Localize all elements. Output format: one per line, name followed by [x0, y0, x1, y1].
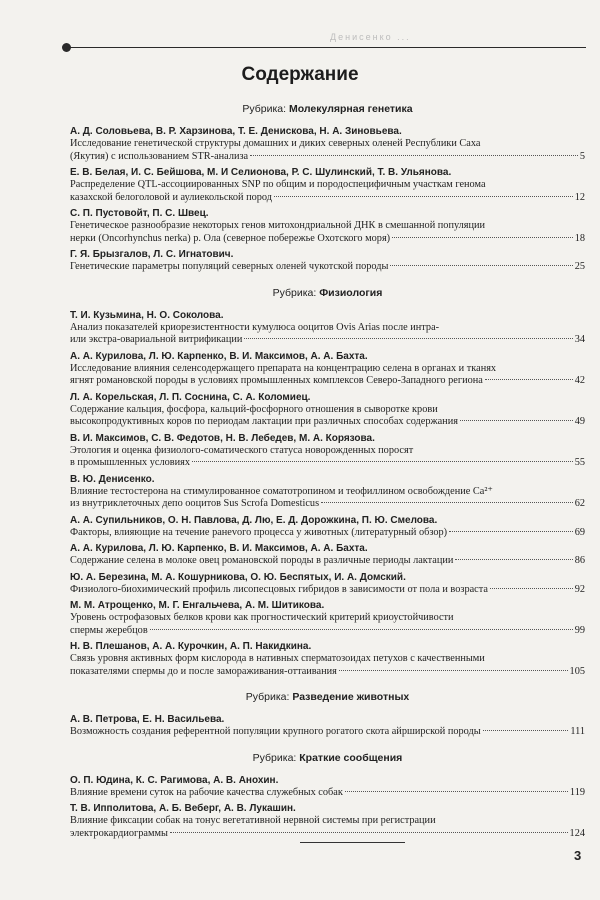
entry-title-text: казахской белоголовой и аулиекольской пород	[70, 191, 272, 203]
rubric-prefix: Рубрика:	[272, 286, 320, 299]
entry-page: 119	[569, 786, 585, 798]
toc-entry[interactable]	[70, 166, 585, 204]
entry-page: 99	[574, 624, 585, 636]
entry-title-text: спермы жеребцов	[70, 624, 148, 636]
entry-title-line	[70, 498, 585, 511]
toc-entry[interactable]	[70, 473, 585, 511]
entry-authors: А. В. Петрова, Е. Н. Васильева.	[70, 714, 225, 725]
dot-leader	[392, 237, 573, 238]
dot-leader	[250, 155, 578, 156]
entry-title-text: (Якутия) с использованием STR-анализа	[70, 150, 249, 162]
entry-title-text: Возможность создания референтной популяции крупного рогатого скота айрширской породы	[70, 726, 481, 737]
toc-entry[interactable]	[70, 207, 585, 245]
entry-page: 86	[574, 555, 585, 566]
dot-leader	[339, 670, 568, 671]
toc-entry[interactable]	[70, 432, 585, 470]
dot-leader	[274, 196, 573, 197]
entry-title-line	[70, 527, 585, 540]
rubric-heading	[70, 752, 585, 764]
entry-authors: А. А. Супильников, О. Н. Павлова, Д. Лю, Е. Д. Дорожкина, П. Ю. Смелова.	[70, 514, 438, 526]
entry-title-text: высокопродуктивных коров по периодам лактации при различных способах содержания	[70, 416, 458, 427]
entry-title-line: Анализ показателей криорезистентности кумулюса ооцитов Ovis Arias после интра-	[70, 321, 440, 333]
entry-title-line: Связь уровня активных форм кислорода в нативных сперматозоидах петухов с качественными	[70, 653, 485, 664]
toc-entry[interactable]	[70, 774, 585, 800]
entry-page: 5	[579, 150, 585, 162]
dot-leader	[490, 588, 573, 589]
entry-page: 111	[570, 726, 585, 737]
entry-title-line	[70, 334, 585, 347]
rubric-prefix: Рубрика:	[245, 691, 293, 703]
entry-authors: А. А. Курилова, Л. Ю. Карпенко, В. И. Максимов, А. А. Бахта.	[70, 350, 368, 362]
rubric-prefix: Рубрика:	[242, 103, 289, 115]
entry-title-line	[70, 375, 585, 388]
entry-title-text: в промышленных условиях	[70, 457, 191, 468]
toc-entry[interactable]	[70, 802, 585, 840]
rubric-name: Краткие сообщения	[299, 751, 403, 764]
entry-title-line	[70, 828, 585, 841]
entry-page: 12	[574, 191, 585, 203]
entry-title-text: Физиолого-биохимический профиль лисопесцовых гибридов в зависимости от пола и возраста	[70, 583, 488, 595]
page-title: Содержание	[241, 64, 359, 85]
toc-entry[interactable]	[70, 571, 585, 597]
footer-rule	[300, 842, 405, 843]
dot-leader	[150, 629, 573, 630]
entry-title-line	[70, 457, 585, 470]
dot-leader	[483, 730, 569, 731]
entry-authors: А. А. Курилова, Л. Ю. Карпенко, В. И. Максимов, А. А. Бахта.	[70, 543, 368, 554]
entry-title-line: Уровень острофазовых белков крови как прогностический критерий криоустойчивости	[70, 612, 454, 623]
entry-title-line: Распределение QTL-ассоциированных SNP по общим и породоспецифичным участкам генома	[70, 179, 486, 190]
toc-entry[interactable]	[70, 248, 585, 274]
entry-title-text: Факторы, влияющие на течение ранevого процесса у животных (литературный обзор)	[70, 526, 448, 538]
entry-title-text: или экстра-овариальной витрификации	[70, 334, 243, 345]
toc-entry[interactable]	[70, 640, 585, 678]
dot-leader	[485, 379, 573, 380]
entry-authors: Т. В. Ипполитова, А. Б. Веберг, А. В. Лукашин.	[70, 803, 296, 814]
entry-authors: Е. В. Белая, И. С. Бейшова, М. И Селионова, Р. С. Шулинский, Т. В. Ульянова.	[70, 167, 452, 178]
entry-title-text: Влияние времени суток на рабочие качества служебных собак	[70, 786, 343, 798]
entry-authors: А. Д. Соловьева, В. Р. Харзинова, Т. Е. Денискова, Н. А. Зиновьева.	[70, 126, 402, 137]
toc-entry[interactable]	[70, 713, 585, 739]
entry-title-text: показателями спермы до и после замораживания-оттаивания	[70, 665, 337, 677]
dot-leader	[170, 832, 568, 833]
entry-title-line: Генетическое разнообразие некоторых генов митохондриальной ДНК в смешанной популяции	[70, 220, 486, 231]
rubric-name: Физиология	[319, 286, 383, 299]
entry-authors: В. И. Максимов, С. В. Федотов, Н. В. Лебедев, М. А. Корязова.	[70, 432, 375, 444]
header-ghost-text: Денисенко ...	[330, 32, 411, 42]
toc-entry[interactable]	[70, 350, 585, 388]
entry-page: 25	[574, 261, 585, 272]
entry-title-line: Влияние тестостерона на стимулированное соматотропином и теофиллином освобождение Ca²⁺	[70, 485, 493, 497]
entry-title-line	[70, 192, 585, 205]
dot-leader	[449, 531, 573, 532]
rubric-heading	[70, 287, 585, 299]
toc-entry[interactable]	[70, 599, 585, 637]
toc-entry[interactable]	[70, 542, 585, 568]
entry-page: 34	[574, 334, 585, 345]
entry-title-line: Содержание кальция, фосфора, кальций-фосфорного отношения в сыворотке крови	[70, 403, 438, 415]
entry-authors: О. П. Юдина, К. С. Рагимова, А. В. Анохин.	[70, 774, 279, 786]
entry-page: 69	[574, 526, 585, 538]
entry-title-text: из внутриклеточных депо ооцитов Sus Scrofa Domesticus	[70, 498, 320, 509]
entry-authors: С. П. Пустовойт, П. С. Швец.	[70, 208, 209, 219]
entry-title-line	[70, 666, 585, 679]
entry-title-line	[70, 726, 585, 739]
entry-title-line: Исследование влияния селенсодержащего препарата на концентрацию селена в органах и тканях	[70, 362, 497, 374]
entry-title-line	[70, 555, 585, 568]
entry-authors: Н. В. Плешанов, А. А. Курочкин, А. П. Накидкина.	[70, 641, 312, 652]
rubric-heading	[70, 103, 585, 115]
toc-entry[interactable]	[70, 125, 585, 163]
entry-authors: Г. Я. Брызгалов, Л. С. Игнатович.	[70, 249, 234, 260]
entry-authors: В. Ю. Денисенко.	[70, 473, 155, 485]
entry-authors: Л. А. Корельская, Л. П. Соснина, С. А. Коломиец.	[70, 391, 311, 403]
entry-title-line	[70, 151, 585, 164]
toc-entry[interactable]	[70, 309, 585, 347]
page-number: 3	[574, 848, 582, 863]
entry-title-text: Генетические параметры популяций северных оленей чукотской породы	[70, 261, 389, 272]
dot-leader	[460, 420, 573, 421]
header-rule	[66, 47, 586, 48]
dot-leader	[321, 502, 573, 503]
toc-entry[interactable]	[70, 514, 585, 540]
rubric-name: Молекулярная генетика	[288, 103, 413, 115]
dot-leader	[192, 461, 573, 462]
rubric-prefix: Рубрика:	[252, 751, 300, 764]
toc-entry[interactable]	[70, 391, 585, 429]
entry-title-text: Содержание селена в молоке овец романовской породы в различные периоды лактации	[70, 555, 454, 566]
entry-title-text: нерки (Oncorhynchus nerka) р. Ола (северное побережье Охотского моря)	[70, 232, 391, 244]
table-of-contents	[70, 103, 585, 843]
entry-title-line	[70, 584, 585, 597]
entry-page: 105	[569, 665, 585, 677]
entry-authors: Т. И. Кузьмина, Н. О. Соколова.	[70, 309, 224, 321]
rubric-heading	[70, 691, 585, 703]
rubric-name: Разведение животных	[292, 691, 410, 703]
entry-title-text: электрокардиограммы	[70, 827, 168, 839]
entry-title-line	[70, 261, 585, 274]
entry-authors: М. М. Атрощенко, М. Г. Енгальчева, А. М. Шитикова.	[70, 600, 325, 611]
dot-leader	[345, 791, 568, 792]
entry-page: 49	[574, 416, 585, 427]
entry-page: 124	[569, 827, 585, 839]
entry-title-line	[70, 625, 585, 638]
entry-page: 55	[574, 457, 585, 468]
entry-title-line: Исследование генетической структуры домашних и диких северных оленей Республики Саха	[70, 138, 481, 149]
entry-title-line: Этология и оценка физиолого-соматического статуса новорожденных поросят	[70, 444, 414, 456]
dot-leader	[244, 338, 572, 339]
entry-title-line: Влияние фиксации собак на тонус вегетативной нервной системы при регистрации	[70, 815, 436, 826]
entry-title-line	[70, 416, 585, 429]
entry-title-line	[70, 233, 585, 246]
entry-page: 92	[574, 583, 585, 595]
entry-title-text: ягнят романовской породы в условиях промышленных комплексов Северо-Западного региона	[70, 375, 483, 386]
entry-authors: Ю. А. Березина, М. А. Кошурникова, О. Ю. Беспятых, И. А. Домский.	[70, 571, 406, 583]
entry-page: 18	[574, 232, 585, 244]
entry-page: 42	[574, 375, 585, 386]
entry-title-line	[70, 787, 585, 800]
entry-page: 62	[574, 498, 585, 509]
dot-leader	[455, 559, 572, 560]
dot-leader	[390, 265, 572, 266]
